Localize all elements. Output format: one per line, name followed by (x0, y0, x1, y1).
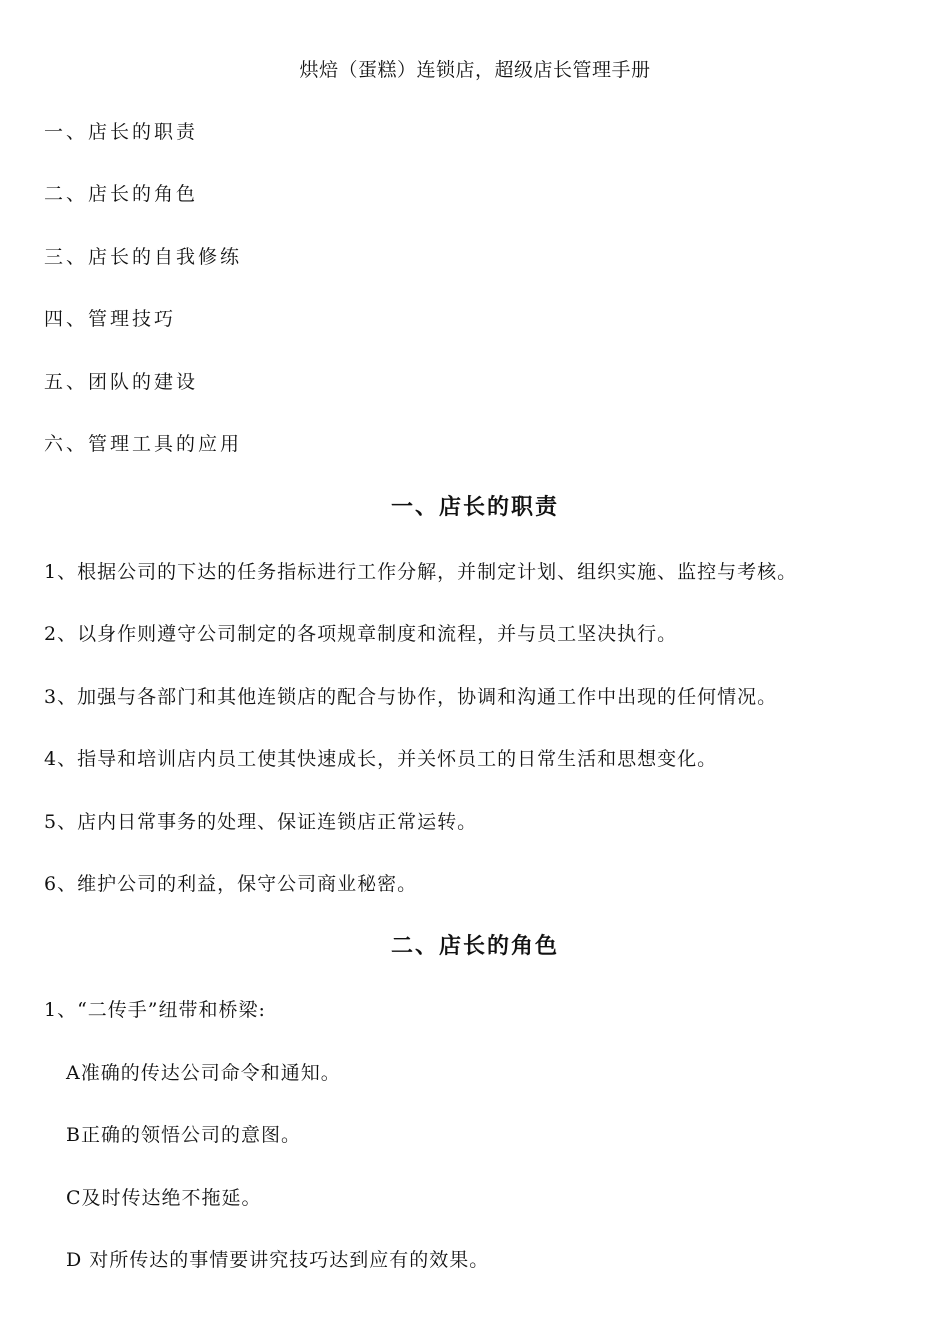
role-subitem: D 对所传达的事情要讲究技巧达到应有的效果。 (66, 1249, 490, 1271)
role-subitem: A准确的传达公司命令和通知。 (66, 1062, 341, 1084)
duty-item: 2、以身作则遵守公司制定的各项规章制度和流程，并与员工坚决执行。 (44, 623, 678, 645)
toc-item: 五、团队的建设 (44, 371, 199, 393)
toc-item: 四、管理技巧 (44, 308, 177, 330)
section-heading-duties: 一、店长的职责 (390, 494, 559, 520)
toc-item: 三、店长的自我修练 (44, 246, 243, 268)
duty-item: 6、维护公司的利益，保守公司商业秘密。 (44, 873, 418, 895)
duty-item: 1、根据公司的下达的任务指标进行工作分解，并制定计划、组织实施、监控与考核。 (44, 561, 798, 583)
document-title: 烘焙（蛋糕）连锁店，超级店长管理手册 (299, 59, 651, 81)
role-subitem: B正确的领悟公司的意图。 (66, 1124, 301, 1146)
duty-item: 3、加强与各部门和其他连锁店的配合与协作，协调和沟通工作中出现的任何情况。 (44, 686, 778, 708)
duty-item: 5、店内日常事务的处理、保证连锁店正常运转。 (44, 811, 478, 833)
section-heading-roles: 二、店长的角色 (390, 933, 559, 959)
role-item: 1、“二传手”纽带和桥梁: (44, 999, 266, 1021)
toc-item: 六、管理工具的应用 (44, 433, 243, 455)
duty-item: 4、指导和培训店内员工使其快速成长，并关怀员工的日常生活和思想变化。 (44, 748, 718, 770)
toc-item: 一、店长的职责 (44, 121, 199, 143)
role-subitem: C及时传达绝不拖延。 (66, 1187, 262, 1209)
toc-item: 二、店长的角色 (44, 183, 199, 205)
